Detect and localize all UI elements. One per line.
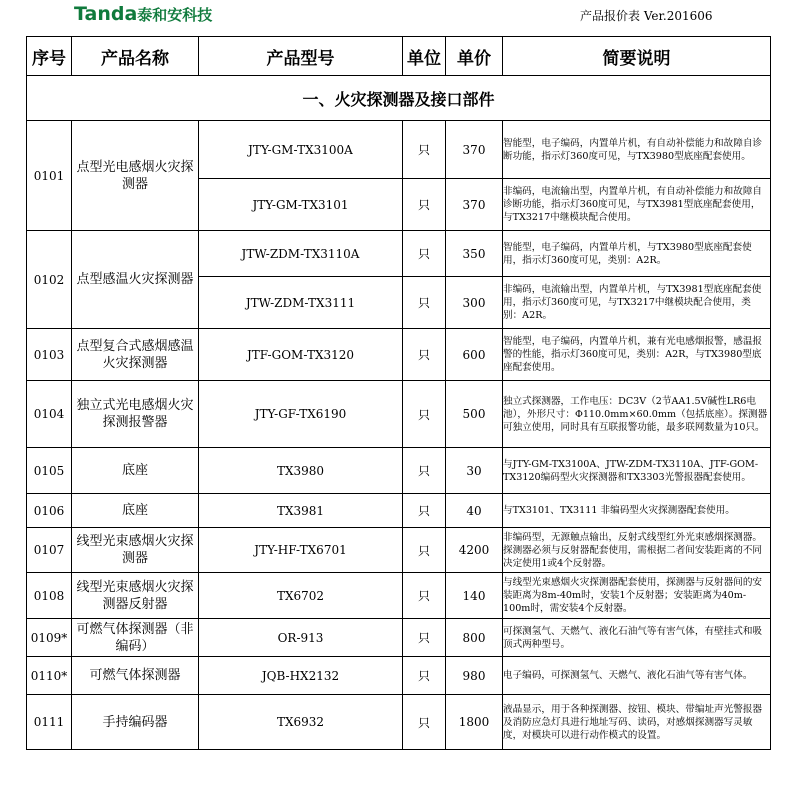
product-model: JQB-HX2132 [199,657,403,695]
serial-number: 0108 [27,573,72,619]
price-table [26,36,771,750]
column-header-unit: 单位 [403,37,446,76]
product-name: 可燃气体探测器 [72,657,199,695]
product-model: JTF-GOM-TX3120 [199,329,403,381]
table-row [27,695,771,750]
serial-number: 0111 [27,695,72,750]
product-name: 可燃气体探测器（非编码） [72,619,199,657]
table-row [27,329,771,381]
product-name: 线型光束感烟火灾探测器反射器 [72,573,199,619]
table-row [27,657,771,695]
product-name: 点型光电感烟火灾探测器 [72,121,199,231]
description: 非编码，电流输出型，内置单片机，与TX3981型底座配套使用，指示灯360度可见，与TX3217中继模块配合使用，类别：A2R。 [503,277,771,329]
unit-price: 1800 [446,695,503,750]
serial-number: 0106 [27,494,72,528]
unit-price: 800 [446,619,503,657]
description: 与线型光束感烟火灾探测器配套使用，探测器与反射器间的安装距离为8m-40m时，安装1个反射器；安装距离为40m-100m时，需安装4个反射器。 [503,573,771,619]
description: 非编码型，无源触点输出，反射式线型红外光束感烟探测器。探测器必须与反射器配套使用，需根据二者间安装距离的不同决定使用1或4个反射器。 [503,528,771,573]
column-header-description: 简要说明 [503,37,771,76]
unit-price: 4200 [446,528,503,573]
unit: 只 [403,657,446,695]
unit: 只 [403,121,446,179]
description: 智能型，电子编码，内置单片机，与TX3980型底座配套使用，指示灯360度可见，类别：A2R。 [503,231,771,277]
unit: 只 [403,277,446,329]
serial-number: 0103 [27,329,72,381]
product-model: JTY-GF-TX6190 [199,381,403,448]
unit: 只 [403,619,446,657]
description: 可探测氢气、天燃气、液化石油气等有害气体，有壁挂式和吸顶式两种型号。 [503,619,771,657]
unit: 只 [403,231,446,277]
product-name: 独立式光电感烟火灾探测报警器 [72,381,199,448]
description: 与TX3101、TX3111 非编码型火灾探测器配套使用。 [503,494,771,528]
column-header-model: 产品型号 [199,37,403,76]
unit: 只 [403,179,446,231]
brand-logo [74,3,212,27]
unit-price: 980 [446,657,503,695]
unit: 只 [403,573,446,619]
unit: 只 [403,494,446,528]
column-header-price: 单价 [446,37,503,76]
table-row [27,528,771,573]
unit: 只 [403,329,446,381]
description: 与JTY-GM-TX3100A、JTW-ZDM-TX3110A、JTF-GOM-TX3120编码型火灾探测器和TX3303光警报器配套使用。 [503,448,771,494]
table-row [27,619,771,657]
product-model: JTY-GM-TX3100A [199,121,403,179]
table-row [27,573,771,619]
unit: 只 [403,528,446,573]
serial-number: 0102 [27,231,72,329]
unit-price: 600 [446,329,503,381]
description: 智能型，电子编码，内置单片机，兼有光电感烟报警，感温报警的性能，指示灯360度可见，类别：A2R，与TX3980型底座配套使用。 [503,329,771,381]
column-header-no: 序号 [27,37,72,76]
product-name: 手持编码器 [72,695,199,750]
unit-price: 500 [446,381,503,448]
product-name: 点型复合式感烟感温火灾探测器 [72,329,199,381]
section-title: 一、火灾探测器及接口部件 [27,76,771,121]
serial-number: 0104 [27,381,72,448]
unit: 只 [403,695,446,750]
product-name: 线型光束感烟火灾探测器 [72,528,199,573]
unit: 只 [403,448,446,494]
product-model: TX6932 [199,695,403,750]
product-name: 点型感温火灾探测器 [72,231,199,329]
unit-price: 370 [446,121,503,179]
table-body [27,76,771,750]
description: 非编码，电流输出型，内置单片机，有自动补偿能力和故障自诊断功能，指示灯360度可见，与TX3981型底座配套使用，与TX3217中继模块配合使用。 [503,179,771,231]
unit-price: 350 [446,231,503,277]
product-model: TX3980 [199,448,403,494]
unit: 只 [403,381,446,448]
unit-price: 300 [446,277,503,329]
description: 液晶显示，用于各种探测器、按钮、模块、带编址声光警报器及消防应急灯具进行地址写码、读码，对感烟探测器写灵敏度，对模块可以进行动作模式的设置。 [503,695,771,750]
table-header [27,37,771,76]
serial-number: 0109* [27,619,72,657]
product-name: 底座 [72,448,199,494]
brand-logo-chinese: 泰和安科技 [137,6,213,24]
product-model: TX6702 [199,573,403,619]
serial-number: 0101 [27,121,72,231]
product-model: JTY-HF-TX6701 [199,528,403,573]
description: 独立式探测器，工作电压：DC3V（2节AA1.5V碱性LR6电池），外形尺寸：Φ110.0mm×60.0mm（包括底座）。探测器可独立使用，同时具有互联报警功能，最多联网数量为10只。 [503,381,771,448]
serial-number: 0105 [27,448,72,494]
unit-price: 30 [446,448,503,494]
unit-price: 140 [446,573,503,619]
table-row [27,381,771,448]
table-row [27,121,771,179]
table-row [27,448,771,494]
column-header-name: 产品名称 [72,37,199,76]
table-row [27,494,771,528]
description: 智能型，电子编码，内置单片机，有自动补偿能力和故障自诊断功能，指示灯360度可见，与TX3980型底座配套使用。 [503,121,771,179]
unit-price: 370 [446,179,503,231]
brand-logo-latin: Tanda [74,3,138,25]
serial-number: 0110* [27,657,72,695]
document-title: 产品报价表 Ver.201606 [580,9,713,23]
table-row [27,231,771,277]
description: 电子编码，可探测氢气、天燃气、液化石油气等有害气体。 [503,657,771,695]
serial-number: 0107 [27,528,72,573]
product-model: JTW-ZDM-TX3110A [199,231,403,277]
product-model: OR-913 [199,619,403,657]
product-model: TX3981 [199,494,403,528]
unit-price: 40 [446,494,503,528]
product-model: JTW-ZDM-TX3111 [199,277,403,329]
product-name: 底座 [72,494,199,528]
product-model: JTY-GM-TX3101 [199,179,403,231]
